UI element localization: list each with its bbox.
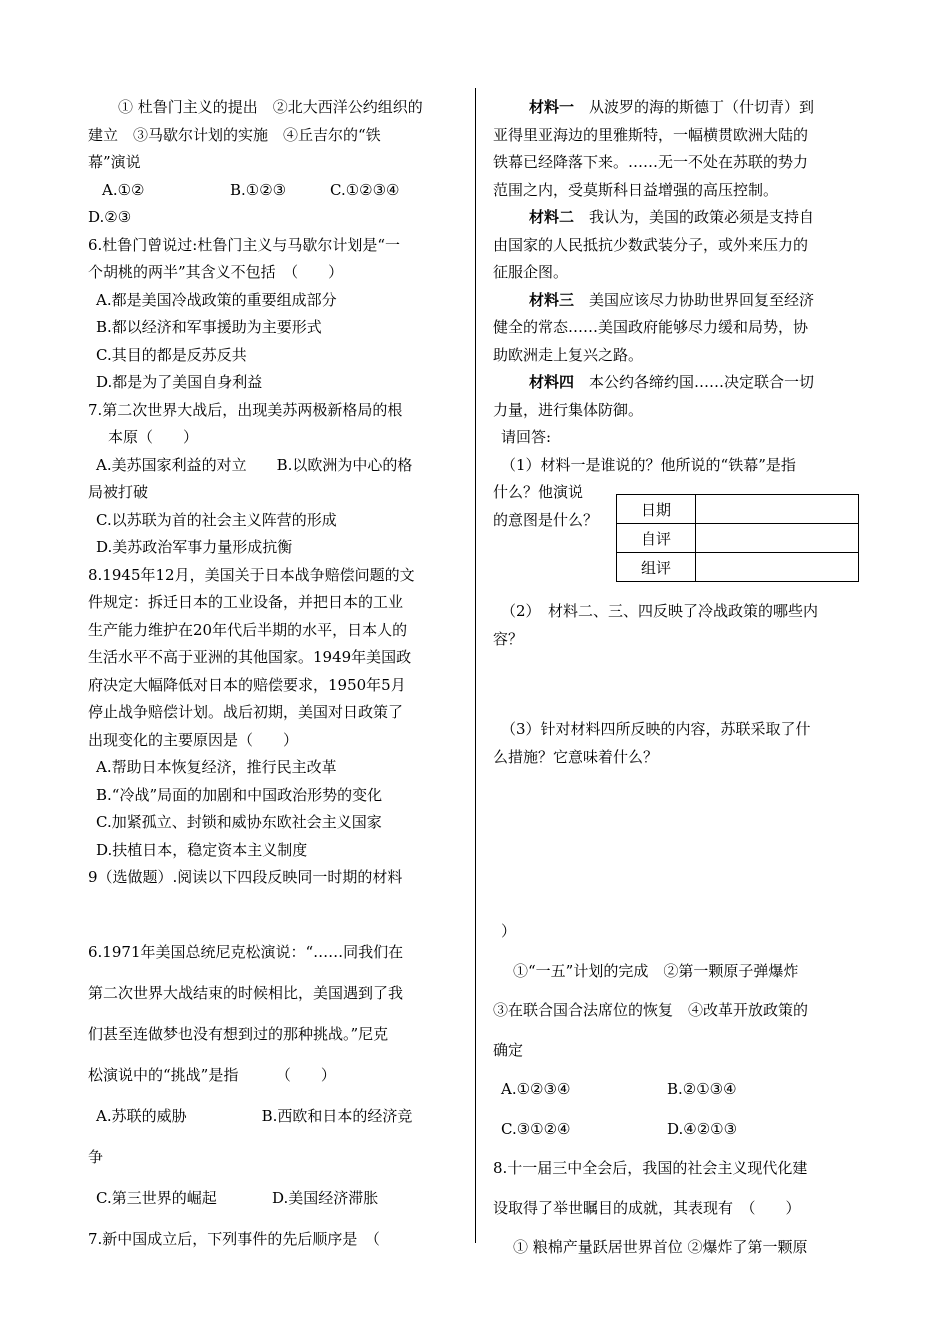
grading-label-date: 日期 xyxy=(617,495,696,524)
grading-cell-date[interactable] xyxy=(696,495,859,524)
material-2-label: 材料二 xyxy=(529,208,575,226)
q5-choice-d: D.②③ xyxy=(88,208,132,226)
q7b-choices-cd xyxy=(493,1110,868,1150)
q7b-choice-b: B.②①③④ xyxy=(667,1080,737,1098)
q7-stem: 7.第二次世界大战后，出现美苏两极新格局的根 xyxy=(88,400,403,419)
column-divider xyxy=(475,88,476,1243)
material-2-text: 我认为，美国的政策必须是支持自 xyxy=(574,208,815,226)
q6-stem: 6.杜鲁门曾说过:杜鲁门主义与马歇尔计划是“一 xyxy=(88,235,401,254)
q5-options-line: 建立 ③马歇尔计划的实施 ④丘吉尔的“铁 xyxy=(88,125,381,144)
grading-cell-self[interactable] xyxy=(696,524,859,553)
q5-options-line: ① 杜鲁门主义的提出 ②北大西洋公约组织的 xyxy=(118,98,423,116)
q6-option-d: D.都是为了美国自身利益 xyxy=(96,373,263,391)
material-1-text: 范围之内，受莫斯科日益增强的高压控制。 xyxy=(493,180,779,199)
q6b-option-ab: 争 xyxy=(88,1148,104,1166)
left-column-top xyxy=(88,94,463,892)
q7b-choice-a: A.①②③④ xyxy=(501,1080,571,1098)
q5-options-line: 幕”演说 xyxy=(88,153,141,171)
sub-question-3: 么措施？它意味着什么？ xyxy=(493,748,659,766)
sub-question-2: 容？ xyxy=(493,630,524,648)
q8-stem: 出现变化的主要原因是（ ） xyxy=(88,730,299,749)
material-4-text: 力量，进行集体防御。 xyxy=(493,400,644,419)
q6-option-b: B.都以经济和军事援助为主要形式 xyxy=(96,318,322,336)
q6-option-a: A.都是美国冷战政策的重要组成部分 xyxy=(96,290,337,309)
material-2-text: 征服企图。 xyxy=(493,263,569,281)
q8b-stem: 设取得了举世瞩目的成就，其表现有 （ ） xyxy=(493,1198,801,1217)
material-3-text: 健全的常态……美国政府能够尽力缓和局势，协 xyxy=(493,318,809,336)
grading-table xyxy=(616,494,859,582)
q9-stem: 9（选做题）.阅读以下四段反映同一时期的材料 xyxy=(88,868,403,886)
q7-option-ab: 局被打破 xyxy=(88,483,149,501)
q8-stem: 府决定大幅降低对日本的赔偿要求，1950年5月 xyxy=(88,675,406,694)
q6-stem: 个胡桃的两半”其含义不包括 （ ） xyxy=(88,263,344,281)
grading-row xyxy=(617,495,859,524)
q6b-options-cd xyxy=(88,1178,463,1219)
q7-stem: 本原（ ） xyxy=(108,428,199,446)
grading-row xyxy=(617,553,859,582)
right-column-bottom xyxy=(493,912,868,1268)
q6b-stem: 们甚至连做梦也没有想到过的那种挑战。”尼克 xyxy=(88,1025,389,1043)
q8b-options-line: ① 粮棉产量跃居世界首位 ②爆炸了第一颗原 xyxy=(513,1238,808,1256)
q6-option-c: C.其目的都是反苏反共 xyxy=(96,345,247,364)
q5-choices-row xyxy=(88,177,463,205)
right-column-top xyxy=(493,94,868,534)
q8-stem: 生活水平不高于亚洲的其他国家。1949年美国政 xyxy=(88,648,412,666)
q7b-stem-tail: ） xyxy=(501,922,517,940)
q7b-choices-ab xyxy=(493,1070,868,1110)
q7b-options-line: ③在联合国合法席位的恢复 ④改革开放政策的 xyxy=(493,1001,809,1019)
answer-prompt: 请回答: xyxy=(501,428,552,446)
material-4-text: 本公约各缔约国……决定联合一切 xyxy=(574,373,815,391)
q6b-stem: 第二次世界大战结束的时候相比，美国遇到了我 xyxy=(88,984,404,1002)
q7-option-c: C.以苏联为首的社会主义阵营的形成 xyxy=(96,510,337,529)
q7-option-ab: A.美苏国家利益的对立 B.以欧洲为中心的格 xyxy=(96,455,413,474)
q7b-choice-c: C.③①②④ xyxy=(501,1119,571,1138)
material-1-label: 材料一 xyxy=(529,98,575,116)
material-1-text: 从波罗的海的斯德丁（什切青）到 xyxy=(574,98,815,116)
sub-question-1: 的意图是什么？ xyxy=(493,510,599,529)
left-column-bottom xyxy=(88,932,463,1260)
q8-stem: 件规定：拆迁日本的工业设备，并把日本的工业 xyxy=(88,593,404,611)
grading-row xyxy=(617,524,859,553)
q6b-option-ab: A.苏联的威胁 B.西欧和日本的经济竞 xyxy=(96,1107,413,1125)
grading-label-group: 组评 xyxy=(617,553,696,582)
q7b-options-line: ①“一五”计划的完成 ②第一颗原子弹爆炸 xyxy=(513,961,799,980)
q6b-stem: 松演说中的“挑战”是指 （ ） xyxy=(88,1066,336,1084)
material-3-text: 美国应该尽力协助世界回复至经济 xyxy=(574,290,815,309)
q6b-option-d: D.美国经济滞胀 xyxy=(272,1189,379,1207)
q7-option-d: D.美苏政治军事力量形成抗衡 xyxy=(96,538,293,556)
q5-choice-c: C.①②③④ xyxy=(330,180,400,199)
q5-choice-a: A.①② xyxy=(102,180,145,199)
material-4-label: 材料四 xyxy=(529,373,575,391)
q5-choice-b: B.①②③ xyxy=(230,180,287,199)
q8-option-d: D.扶植日本，稳定资本主义制度 xyxy=(96,840,308,859)
q7b-choice-d: D.④②①③ xyxy=(667,1119,738,1138)
material-1-text: 铁幕已经降落下来。……无一不处在苏联的势力 xyxy=(493,153,809,171)
sub-question-1: （1）材料一是谁说的？他所说的“铁幕”是指 xyxy=(501,455,796,474)
sub-question-1: 什么？他演说 xyxy=(493,483,584,501)
material-3-label: 材料三 xyxy=(529,290,575,309)
sub-question-2: （2） 材料二、三、四反映了冷战政策的哪些内 xyxy=(501,602,819,620)
sub-question-3: （3）针对材料四所反映的内容，苏联采取了什 xyxy=(501,720,811,738)
q8-stem: 8.1945年12月，美国关于日本战争赔偿问题的文 xyxy=(88,565,415,584)
grading-label-self: 自评 xyxy=(617,524,696,553)
q7b-options-line: 确定 xyxy=(493,1040,524,1059)
q8-stem: 生产能力维护在20年代后半期的水平，日本人的 xyxy=(88,620,408,639)
q8-option-a: A.帮助日本恢复经济，推行民主改革 xyxy=(96,758,337,776)
q8-option-b: B.“冷战”局面的加剧和中国政治形势的变化 xyxy=(96,785,383,804)
q8b-stem: 8.十一届三中全会后，我国的社会主义现代化建 xyxy=(493,1159,808,1177)
grading-cell-group[interactable] xyxy=(696,553,859,582)
q8-option-c: C.加紧孤立、封锁和威协东欧社会主义国家 xyxy=(96,813,382,831)
q7b-stem: 7.新中国成立后，下列事件的先后顺序是 （ xyxy=(88,1230,380,1248)
material-1-text: 亚得里亚海边的里雅斯特，一幅横贯欧洲大陆的 xyxy=(493,125,809,144)
q8-stem: 停止战争赔偿计划。战后初期，美国对日政策了 xyxy=(88,703,404,721)
q6b-stem: 6.1971年美国总统尼克松演说：“……同我们在 xyxy=(88,943,404,961)
material-2-text: 由国家的人民抵抗少数武装分子，或外来压力的 xyxy=(493,235,809,254)
q6b-option-c: C.第三世界的崛起 xyxy=(96,1189,217,1207)
material-3-text: 助欧洲走上复兴之路。 xyxy=(493,345,644,364)
